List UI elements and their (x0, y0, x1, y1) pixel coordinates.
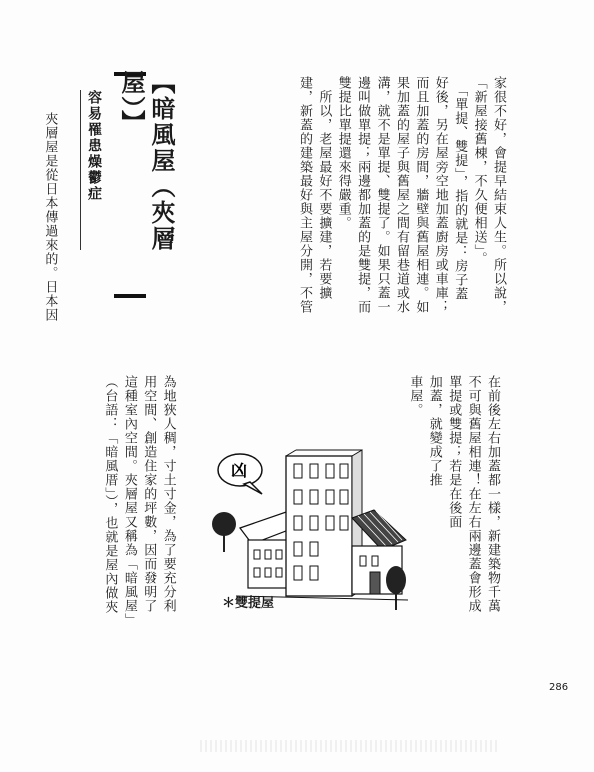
text-line: 果加蓋的屋子與舊屋之間有留巷道或水 (393, 76, 409, 314)
text-line: 邊叫做單提；兩邊都加蓋的是雙提，而 (355, 76, 371, 314)
text-line: 好後，另在屋旁空地加蓋廚房或車庫； (432, 76, 448, 314)
text-line: 加蓋，就變成了推 (426, 375, 442, 487)
text-line: 用空間、創造住家的坪數，因而發明了 (141, 375, 157, 613)
left-top-text-column (40, 112, 59, 352)
page-number: 286 (549, 682, 569, 693)
text-line: 建，新蓋的建築最好與主屋分開，不管 (296, 76, 312, 314)
subtitle-rule (80, 90, 81, 250)
text-line: 這種室內空間。夾層屋又稱為「暗風屋」 (121, 375, 137, 627)
scan-artifact (200, 740, 500, 752)
text-line: 在前後左右加蓋都一樣，新建築物千萬 (485, 375, 500, 613)
section-title: 【暗風屋（夾層屋）】 (117, 70, 176, 252)
text-line: 所以，老屋最好不要擴建，若要擴 (316, 76, 332, 300)
section-subtitle: 容易罹患燥鬱症 (86, 90, 102, 202)
text-line: 而且加蓋的房間，牆壁與舊屋相連。如 (413, 76, 429, 314)
bubble-text: 凶 (231, 461, 248, 480)
illustration-caption: ＊雙提屋 (222, 596, 275, 611)
right-text-column (295, 76, 508, 336)
tree-right-icon (386, 566, 406, 610)
speech-bubble (218, 454, 262, 494)
bottom-right-text-column (405, 375, 502, 635)
tree-left-icon (212, 512, 236, 552)
text-line: 不可與舊屋相連！在左右兩邊蓋會形成 (465, 375, 481, 613)
text-line: 夾層屋是從日本傳過來的。日本因 (42, 112, 58, 322)
text-line: 「單提、雙提」，指的就是：房子蓋 (452, 76, 468, 301)
bottom-left-text-column (100, 375, 178, 645)
text-line: 「新屋接舊棟，不久便相送」。 (471, 76, 487, 266)
text-line: 溝，就不是單提、雙提了。如果只蓋一 (374, 76, 390, 314)
text-line: 車屋。 (407, 375, 423, 417)
text-line: 單提或雙提；若是在後面 (446, 375, 462, 529)
text-line: 雙提比單提還來得嚴重。 (335, 76, 351, 230)
text-line: 家很不好，會提早結束人生。所以說， (491, 76, 506, 314)
text-line: （台語：「暗風厝」），也就是屋內做夾 (102, 375, 118, 614)
title-bottom-bracket (114, 294, 146, 298)
text-line: 為地狹人稠，寸土寸金，為了要充分利 (160, 375, 176, 613)
main-building (286, 450, 362, 596)
